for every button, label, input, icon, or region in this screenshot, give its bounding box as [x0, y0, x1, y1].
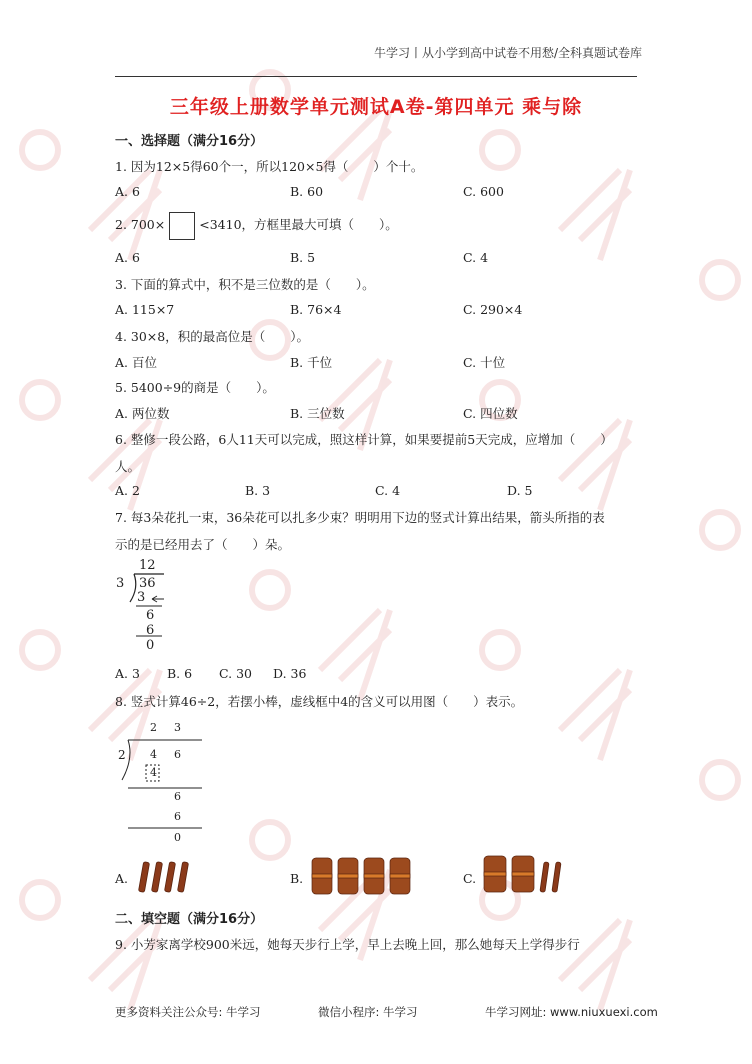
question-5-option-b[interactable]: B. 三位数	[290, 406, 345, 421]
question-6-stem-line1: 6. 整修一段公路，6人11天可以完成，照这样计算，如果要提前5天完成，应增加（ ）	[115, 432, 613, 447]
option-a-sticks-image[interactable]	[135, 860, 195, 894]
divisor: 3	[116, 576, 125, 591]
question-2-stem-pre: 2. 700×	[115, 217, 166, 232]
question-4-stem: 4. 30×8，积的最高位是（ ）。	[115, 329, 309, 344]
section-heading-choice: 一、选择题（满分16分）	[115, 134, 264, 149]
quotient-ones: 3	[174, 721, 181, 734]
page-title: 三年级上册数学单元测试A卷-第四单元 乘与除	[169, 96, 583, 118]
question-4-option-c[interactable]: C. 十位	[463, 355, 506, 370]
question-4-option-b[interactable]: B. 千位	[290, 355, 333, 370]
question-9-stem: 9. 小芳家离学校900米远，她每天步行上学，早上去晚上回，那么她每天上学得步行	[115, 937, 580, 952]
question-3-option-b[interactable]: B. 76×4	[290, 302, 342, 317]
question-5-option-c[interactable]: C. 四位数	[463, 406, 518, 421]
question-7-stem-line2: 示的是已经用去了（ ）朵。	[115, 537, 291, 552]
question-1-stem: 1. 因为12×5得60个一，所以120×5得（ ）个十。	[115, 159, 424, 174]
question-2-option-c[interactable]: C. 4	[463, 250, 489, 265]
step-3: 6	[146, 623, 155, 638]
question-8-stem: 8. 竖式计算46÷2，若摆小棒，虚线框中4的含义可以用图（ ）表示。	[115, 694, 524, 709]
dividend: 36	[139, 576, 156, 591]
question-4-option-a[interactable]: A. 百位	[115, 355, 157, 370]
question-8-option-a[interactable]: A.	[115, 871, 129, 886]
question-1-option-b[interactable]: B. 60	[290, 184, 324, 199]
question-6-option-b[interactable]: B. 3	[245, 483, 271, 498]
step-2: 6	[174, 790, 181, 803]
footer-left: 更多资料关注公众号: 牛学习	[115, 1005, 261, 1019]
question-7-option-a[interactable]: A. 3	[115, 666, 140, 681]
question-7-stem-line1: 7. 每3朵花扎一束，36朵花可以扎多少束？明明用下边的竖式计算出结果，箭头所指的表	[115, 510, 605, 525]
question-7-division-figure	[112, 558, 182, 658]
question-2-stem	[115, 210, 398, 240]
dividend-tens: 4	[150, 748, 157, 761]
question-2-option-a[interactable]: A. 6	[115, 250, 140, 265]
question-8-option-b[interactable]: B.	[290, 871, 304, 886]
question-3-option-c[interactable]: C. 290×4	[463, 302, 523, 317]
step-3: 6	[174, 810, 181, 823]
question-6-option-d[interactable]: D. 5	[507, 483, 533, 498]
question-2-option-b[interactable]: B. 5	[290, 250, 316, 265]
question-1-option-c[interactable]: C. 600	[463, 184, 504, 199]
question-3-option-a[interactable]: A. 115×7	[115, 302, 175, 317]
division-lines-2	[112, 718, 212, 848]
footer-center: 微信小程序: 牛学习	[318, 1005, 418, 1019]
question-6-option-a[interactable]: A. 2	[115, 483, 140, 498]
option-c-mixed-image[interactable]	[482, 854, 572, 894]
step-1: 3	[137, 590, 146, 605]
option-b-bundles-image[interactable]	[308, 856, 418, 896]
remainder: 0	[174, 831, 181, 844]
dividend-ones: 6	[174, 748, 181, 761]
question-7-option-d[interactable]: D. 36	[273, 666, 307, 681]
question-6-stem-line2: 人。	[115, 459, 141, 474]
question-8-option-c[interactable]: C.	[463, 871, 477, 886]
header-divider	[115, 76, 637, 77]
divisor: 2	[118, 748, 126, 762]
question-2-stem-post: <3410，方框里最大可填（ ）。	[199, 217, 398, 232]
boxed-digit: 4	[150, 766, 157, 779]
remainder: 0	[146, 638, 155, 653]
question-5-option-a[interactable]: A. 两位数	[115, 406, 170, 421]
quotient: 12	[139, 558, 156, 573]
question-3-stem: 3. 下面的算式中，积不是三位数的是（ ）。	[115, 277, 375, 292]
question-7-option-b[interactable]: B. 6	[167, 666, 193, 681]
footer-right-link[interactable]: 牛学习网址: www.niuxuexi.com	[485, 1005, 658, 1019]
answer-box[interactable]	[169, 212, 195, 240]
question-6-option-c[interactable]: C. 4	[375, 483, 401, 498]
question-7-option-c[interactable]: C. 30	[219, 666, 252, 681]
header-text: 牛学习丨从小学到高中试卷不用愁/全科真题试卷库	[373, 46, 642, 60]
question-1-option-a[interactable]: A. 6	[115, 184, 140, 199]
question-5-stem: 5. 5400÷9的商是（ ）。	[115, 380, 275, 395]
step-2: 6	[146, 608, 155, 623]
question-8-division-figure	[112, 718, 212, 848]
section-heading-fill: 二、填空题（满分16分）	[115, 912, 264, 927]
quotient-tens: 2	[150, 721, 157, 734]
